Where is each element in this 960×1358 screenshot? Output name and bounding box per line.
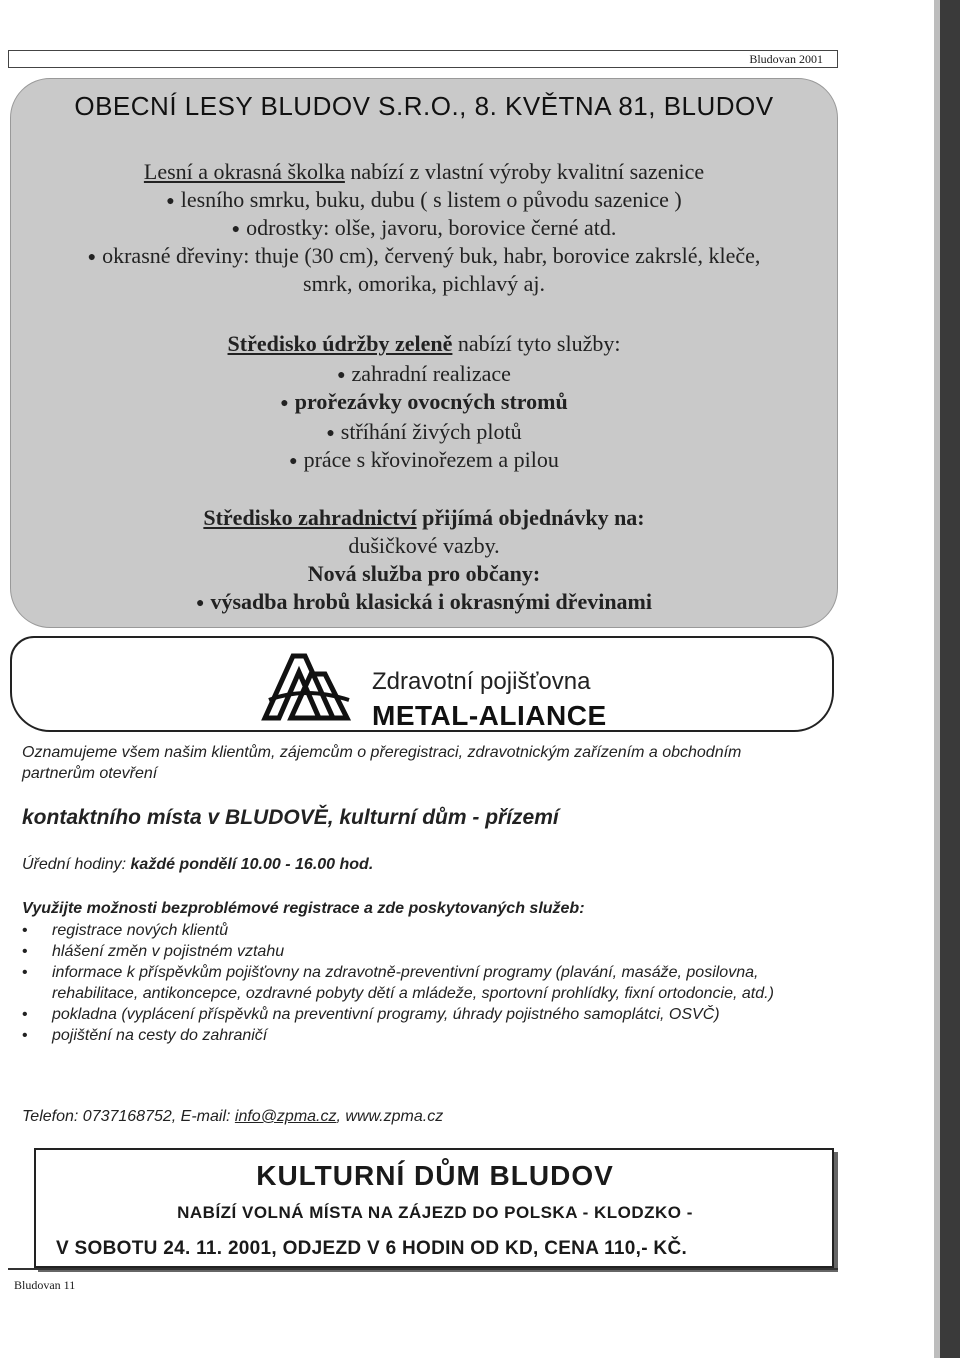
maintenance-intro-line — [11, 331, 837, 357]
garden-item: dušičkové vazby. — [348, 533, 500, 558]
insurance-announcement: Oznamujeme všem našim klientům, zájemcům o přeregistraci, zdravotnickým zařízením a obchodním partnerům otevření — [22, 744, 742, 782]
insurance-brand: METAL-ALIANCE — [372, 700, 607, 731]
maintenance-intro: nabízí tyto služby: — [452, 331, 621, 356]
nursery-item: ● lesního smrku, buku, dubu ( s listem o původu sazenice ) — [166, 187, 682, 212]
email-link[interactable]: info@zpma.cz — [234, 1108, 337, 1125]
maintenance-title: Středisko údržby zeleně — [227, 331, 453, 356]
new-service-item: ● výsadba hrobů klasická i okrasnými dřevinami — [196, 589, 652, 614]
contact-line: Telefon: 0737168752, E-mail: info@zpma.cz, www.zpma.cz — [22, 1108, 444, 1125]
maintenance-item: ● práce s křovinořezem a pilou — [289, 447, 559, 472]
new-service-title: Nová služba pro občany: — [307, 561, 541, 586]
maintenance-item: ● zahradní realizace — [337, 361, 511, 386]
nursery-item: ● okrasné dřeviny: thuje (30 cm), červený buk, habr, borovice zakrslé, kleče, — [87, 243, 761, 268]
services-list — [22, 920, 832, 1046]
list-item: • informace k příspěvkům pojišťovny na zdravotně-preventivní programy (plavání, masáže, posilovna, rehabilitace, antikoncepce, ozdravné pobyty dětí a mládeže, sportovní prohlídky, fixní ortodoncie, atd.) — [22, 962, 832, 1004]
list-item: • pojištění na cesty do zahraničí — [22, 1025, 832, 1046]
kd-title: KULTURNÍ DŮM BLUDOV — [256, 1160, 614, 1191]
nursery-item: ● odrostky: olše, javoru, borovice černé atd. — [231, 215, 617, 240]
list-item: • pokladna (vyplácení příspěvků na preventivní programy, úhrady pojistného samoplátci, OSVČ) — [22, 1004, 832, 1025]
kd-details: V SOBOTU 24. 11. 2001, ODJEZD V 6 HODIN OD KD, CENA 110,- KČ. — [56, 1238, 688, 1259]
metal-aliance-logo-icon — [255, 648, 355, 728]
forest-title: OBECNÍ LESY BLUDOV S.R.O., 8. KVĚTNA 81, BLUDOV — [74, 91, 774, 121]
forest-company-box — [10, 78, 838, 628]
services-title: Využijte možnosti bezproblémové registrace a zde poskytovaných služeb: — [22, 900, 585, 917]
bottom-rule — [8, 1268, 838, 1270]
page-edge — [940, 0, 960, 1358]
insurance-name: Zdravotní pojišťovna — [372, 668, 591, 695]
garden-intro-line — [11, 505, 837, 531]
nursery-title: Lesní a okrasná školka — [143, 159, 345, 184]
nursery-intro: nabízí z vlastní výroby kvalitní sazenice — [344, 159, 705, 184]
header-bar — [8, 50, 838, 68]
office-hours-value: každé pondělí 10.00 - 16.00 hod. — [130, 856, 374, 873]
footer-label: Bludovan 11 — [14, 1278, 76, 1292]
nursery-item-continuation: smrk, omorika, pichlavý aj. — [303, 271, 545, 296]
garden-intro: přijímá objednávky na: — [416, 505, 645, 530]
nursery-intro-line — [11, 159, 837, 185]
maintenance-item: ● stříhání živých plotů — [326, 419, 522, 444]
header-label: Bludovan 2001 — [749, 52, 823, 66]
maintenance-item: ● prořezávky ovocných stromů — [280, 389, 568, 414]
list-item: • hlášení změn v pojistném vztahu — [22, 941, 832, 962]
office-hours: Úřední hodiny: každé pondělí 10.00 - 16.00 hod. — [22, 856, 374, 873]
web-link[interactable]: , www.zpma.cz — [336, 1108, 444, 1125]
garden-title: Středisko zahradnictví — [203, 505, 417, 530]
list-item: • registrace nových klientů — [22, 920, 832, 941]
kd-offer: NABÍZÍ VOLNÁ MÍSTA NA ZÁJEZD DO POLSKA - KLODZKO - — [177, 1203, 693, 1222]
contact-place: kontaktního místa v BLUDOVĚ, kulturní dům - přízemí — [22, 806, 559, 829]
